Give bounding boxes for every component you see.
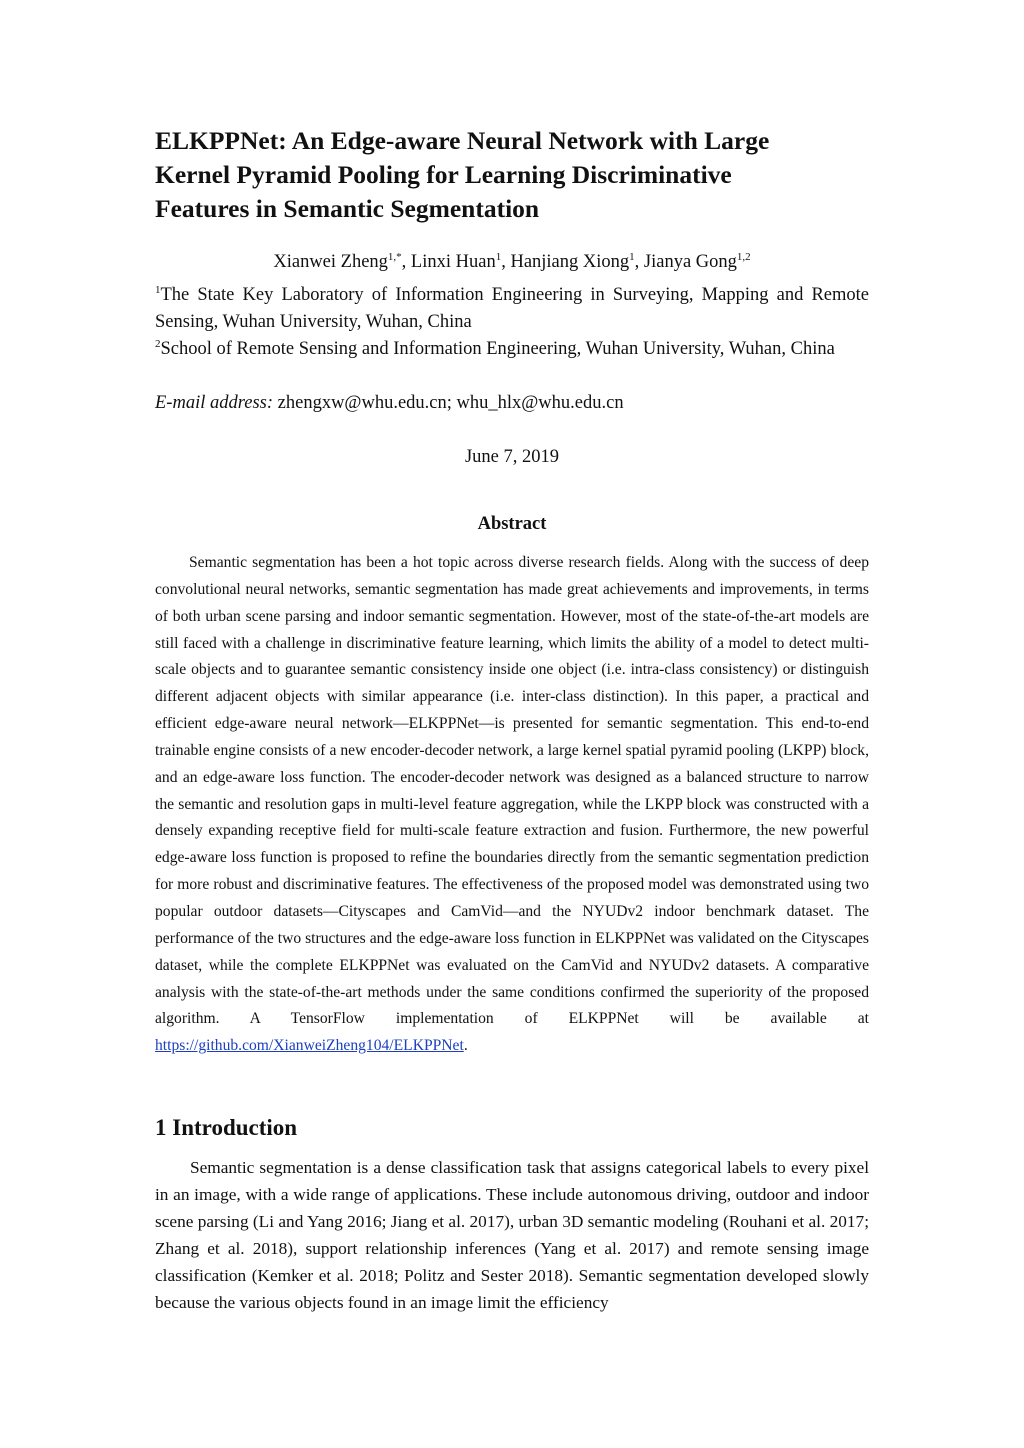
- author-affiliation-mark: 1,*: [387, 251, 402, 263]
- email-label: E-mail address:: [155, 393, 274, 413]
- abstract-body: [155, 550, 869, 1060]
- author-separator: ,: [401, 252, 411, 272]
- code-repository-link[interactable]: https://github.com/XianweiZheng104/ELKPPNet: [155, 1037, 464, 1055]
- author-name: Hanjiang Xiong: [510, 252, 630, 272]
- author-separator: ,: [501, 252, 511, 272]
- abstract-text: Semantic segmentation has been a hot topic across diverse research fields. Along with the success of deep convolutional neural networks, semantic segmentation has made great achievements and improvements, in terms of both urban scene parsing and indoor semantic segmentation. However, most of the state-of-the-art models are still faced with a challenge in discriminative feature learning, which limits the ability of a model to detect multi-scale objects and to guarantee semantic consistency inside one object (i.e. intra-class consistency) or distinguish different adjacent objects with similar appearance (i.e. inter-class distinction). In this paper, a practical and efficient edge-aware neural network—ELKPPNet—is presented for semantic segmentation. This end-to-end trainable engine consists of a new encoder-decoder network, a large kernel spatial pyramid pooling (LKPP) block, and an edge-aware loss function. The encoder-decoder network was designed as a balanced structure to narrow the semantic and resolution gaps in multi-level feature aggregation, while the LKPP block was constructed with a densely expanding receptive field for multi-scale feature extraction and fusion. Furthermore, the new powerful edge-aware loss function is proposed to refine the boundaries directly from the semantic segmentation prediction for more robust and discriminative features. The effectiveness of the proposed model was demonstrated using two popular outdoor datasets—Cityscapes and CamVid—and the NYUDv2 indoor benchmark dataset. The performance of the two structures and the edge-aware loss function in ELKPPNet was validated on the Cityscapes dataset, while the complete ELKPPNet was evaluated on the CamVid and NYUDv2 datasets. A comparative analysis with the state-of-the-art methods under the same conditions confirmed the superiority of the proposed algorithm. A TensorFlow implementation of ELKPPNet will be available at: [155, 554, 869, 1028]
- author-affiliation-mark: 1: [629, 251, 635, 263]
- affiliation-mark: 2: [155, 338, 161, 350]
- author-name: Linxi Huan: [410, 252, 496, 272]
- title-line: Features in Semantic Segmentation: [155, 194, 540, 223]
- author-name: Jianya Gong: [643, 252, 737, 272]
- email-text: zhengxw@whu.edu.cn; whu_hlx@whu.edu.cn: [273, 393, 624, 413]
- author-name: Xianwei Zheng: [273, 252, 388, 272]
- affiliation: [155, 282, 869, 336]
- author-affiliation-mark: 1,2: [736, 251, 751, 263]
- author-affiliation-mark: 1: [495, 251, 502, 263]
- section-heading-introduction: 1 Introduction: [155, 1115, 298, 1140]
- author-list: [155, 249, 869, 275]
- paper-title: [155, 124, 869, 226]
- author-separator: ,: [634, 252, 644, 272]
- abstract-end: .: [463, 1037, 468, 1055]
- affiliation-mark: 1: [155, 284, 161, 296]
- abstract-heading: Abstract: [477, 514, 547, 534]
- affiliation-text: School of Remote Sensing and Information Engineering, Wuhan University, Wuhan, China: [160, 339, 835, 359]
- title-line: ELKPPNet: An Edge-aware Neural Network with Large: [155, 126, 770, 155]
- introduction-paragraph: Semantic segmentation is a dense classification task that assigns categorical labels to every pixel in an image, with a wide range of applications. These include autonomous driving, outdoor and indoor scene parsing (Li and Yang 2016; Jiang et al. 2017), urban 3D semantic modeling (Rouhani et al. 2017; Zhang et al. 2018), support relationship inferences (Yang et al. 2017) and remote sensing image classification (Kemker et al. 2018; Politz and Sester 2018). Semantic segmentation developed slowly because the various objects found in an image limit the efficiency: [155, 1158, 869, 1312]
- paper-date: June 7, 2019: [464, 447, 560, 467]
- affiliation: [155, 336, 869, 363]
- title-line: Kernel Pyramid Pooling for Learning Discriminative: [155, 160, 732, 189]
- email-addresses: [155, 390, 869, 417]
- affiliation-text: The State Key Laboratory of Information Engineering in Surveying, Mapping and Remote Sensing, Wuhan University, Wuhan, China: [155, 285, 869, 332]
